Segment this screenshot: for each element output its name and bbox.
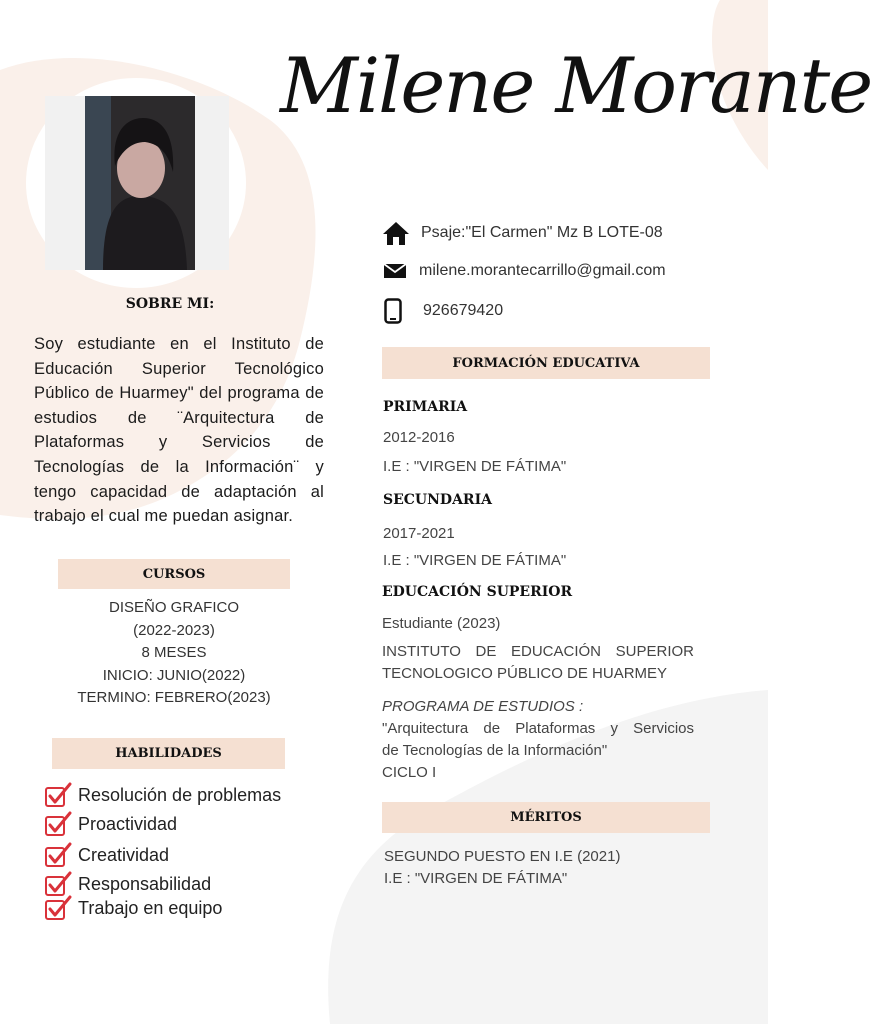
- higher-status: Estudiante (2023): [382, 615, 501, 632]
- program-label: PROGRAMA DE ESTUDIOS :: [382, 698, 584, 715]
- program-line2: de Tecnologías de la Información": [382, 742, 608, 759]
- contact-address: [381, 220, 663, 246]
- secondary-title: SECUNDARIA: [383, 492, 492, 508]
- course-line: (2022-2023): [133, 621, 215, 639]
- secondary-years: 2017-2021: [383, 525, 455, 542]
- primary-school: I.E : "VIRGEN DE FÁTIMA": [383, 458, 567, 475]
- education-header: [382, 347, 710, 379]
- skill-item: [44, 871, 211, 897]
- phone-text: 926679420: [423, 302, 504, 319]
- secondary-school: I.E : "VIRGEN DE FÁTIMA": [383, 552, 567, 569]
- skill-label: Trabajo en equipo: [78, 897, 223, 918]
- address-text: Psaje:"El Carmen" Mz B LOTE-08: [421, 224, 663, 241]
- courses-title: CURSOS: [142, 566, 206, 582]
- skill-label: Creatividad: [78, 844, 170, 865]
- course-line: TERMINO: FEBRERO(2023): [77, 689, 271, 707]
- about-title: SOBRE MI:: [125, 296, 215, 312]
- phone-icon: [384, 298, 402, 324]
- about-text: Soy estudiante en el Instituto de Educación Superior Tecnológico Público de Huarmey" del programa de estudios de ¨Arquitectura de Plataformas y Servicios de Tecnologías de la Información¨ y tengo capacidad de adaptación al trabajo el cual me puedan asignar.: [34, 335, 324, 526]
- higher-title: EDUCACIÓN SUPERIOR: [382, 584, 573, 600]
- skill-item: [44, 895, 222, 921]
- course-line: DISEÑO GRAFICO: [108, 599, 239, 616]
- skill-item: [44, 811, 177, 837]
- primary-years: 2012-2016: [383, 429, 455, 446]
- skill-label: Proactividad: [78, 813, 178, 834]
- courses-list: [58, 597, 290, 710]
- merits-header: [382, 802, 710, 833]
- merit-line: SEGUNDO PUESTO EN I.E (2021): [384, 848, 621, 865]
- skill-label: Resolución de problemas: [78, 784, 282, 805]
- skill-item: [44, 782, 281, 808]
- contact-phone: [384, 298, 503, 324]
- higher-institute-line1: INSTITUTO DE EDUCACIÓN SUPERIOR: [382, 643, 694, 660]
- program-cycle: CICLO I: [382, 764, 437, 781]
- course-line: 8 MESES: [141, 644, 207, 662]
- skill-item: [44, 842, 169, 868]
- skills-title: HABILIDADES: [115, 746, 222, 761]
- profile-photo: [45, 96, 229, 270]
- contact-email: [383, 262, 666, 280]
- checkmark-icon: [44, 842, 72, 868]
- checkmark-icon: [44, 811, 72, 837]
- education-title: FORMACIÓN EDUCATIVA: [452, 355, 640, 371]
- skill-label: Responsabilidad: [78, 873, 212, 894]
- home-icon: [381, 220, 411, 246]
- higher-institute-line2: TECNOLOGICO PÚBLICO DE HUARMEY: [382, 665, 668, 682]
- checkmark-icon: [44, 871, 72, 897]
- course-line: INICIO: JUNIO(2022): [102, 666, 246, 684]
- skills-header: [52, 738, 285, 769]
- primary-title: PRIMARIA: [383, 399, 468, 415]
- mail-icon: [383, 262, 407, 280]
- candidate-name: Milene Morante: [280, 41, 871, 130]
- courses-header: [58, 559, 290, 589]
- merit-line: I.E : "VIRGEN DE FÁTIMA": [384, 870, 568, 887]
- checkmark-icon: [44, 782, 72, 808]
- checkmark-icon: [44, 895, 72, 921]
- merits-title: MÉRITOS: [510, 810, 582, 825]
- email-text: milene.morantecarrillo@gmail.com: [419, 262, 666, 279]
- program-line1: "Arquitectura de Plataformas y Servicios: [382, 720, 694, 737]
